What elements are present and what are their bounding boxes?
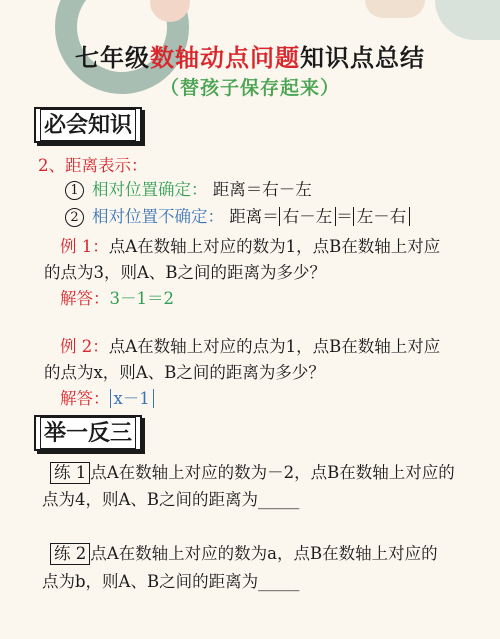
example-1-answer-label: 解答： <box>60 289 110 308</box>
exercise-2-tag: 练 2 <box>50 543 90 565</box>
example-2-text1: 点A在数轴上对应的点为1，点B在数轴上对应 <box>108 337 441 356</box>
section-heading-text: 必会知识 <box>40 109 136 141</box>
circle-two-icon: 2 <box>65 208 84 227</box>
title-part2: 知识点总结 <box>300 43 425 72</box>
circle-one-icon: 1 <box>65 181 84 200</box>
exercise-1-line2: 点为4，则A、B之间的距离为_____ <box>42 490 300 509</box>
exercise-2-line2: 点为b，则A、B之间的距离为_____ <box>42 572 300 591</box>
example-2-line1 <box>60 333 440 357</box>
page-title <box>0 38 500 73</box>
topic-heading: 2、距离表示： <box>38 156 148 175</box>
title-highlight: 数轴动点问题 <box>150 43 300 72</box>
example-1-answer <box>60 285 174 309</box>
example-1-line1 <box>60 233 440 257</box>
example-2-answer-value: x－1 <box>110 389 154 408</box>
decorative-dot <box>150 0 190 22</box>
exercise-1-tag: 练 1 <box>50 462 90 484</box>
exercise-2-line1 <box>50 540 438 565</box>
rule-2-abs1: 右－左 <box>279 207 337 226</box>
example-1-answer-value: 3－1＝2 <box>109 289 174 308</box>
section-heading-text-2: 举一反三 <box>40 417 136 449</box>
exercise-2-text1: 点A在数轴上对应的数为a，点B在数轴上对应的 <box>90 544 438 563</box>
exercise-1-line1 <box>50 459 455 484</box>
rule-1-label: 相对位置确定： <box>92 180 208 199</box>
section-heading-must-know <box>34 107 142 143</box>
example-2-answer <box>60 385 154 409</box>
page-subtitle: （替孩子保存起来） <box>159 77 340 99</box>
title-part1: 七年级 <box>75 43 150 72</box>
example-1-line2: 的点为3，则A、B之间的距离为多少？ <box>44 263 327 282</box>
exercise-1-text1: 点A在数轴上对应的数为－2，点B在数轴上对应的 <box>90 463 455 482</box>
example-1-tag: 例 1： <box>60 237 109 256</box>
rule-item-2 <box>65 203 410 227</box>
example-2-tag: 例 2： <box>60 337 109 356</box>
rule-1-formula: 距离＝右－左 <box>212 180 312 199</box>
decorative-shape <box>365 0 425 18</box>
example-1-text1: 点A在数轴上对应的数为1，点B在数轴上对应 <box>108 237 441 256</box>
rule-2-mid: ＝ <box>336 207 353 226</box>
rule-2-prefix: 距离＝ <box>229 207 279 226</box>
example-2-line2: 的点为x，则A、B之间的距离为多少？ <box>44 363 325 382</box>
rule-item-1 <box>65 176 312 200</box>
example-2-answer-label: 解答： <box>60 389 110 408</box>
decorative-shape-right <box>435 0 500 40</box>
section-heading-practice <box>34 415 142 451</box>
rule-2-label: 相对位置不确定： <box>92 207 224 226</box>
rule-2-abs2: 左－右 <box>353 207 411 226</box>
